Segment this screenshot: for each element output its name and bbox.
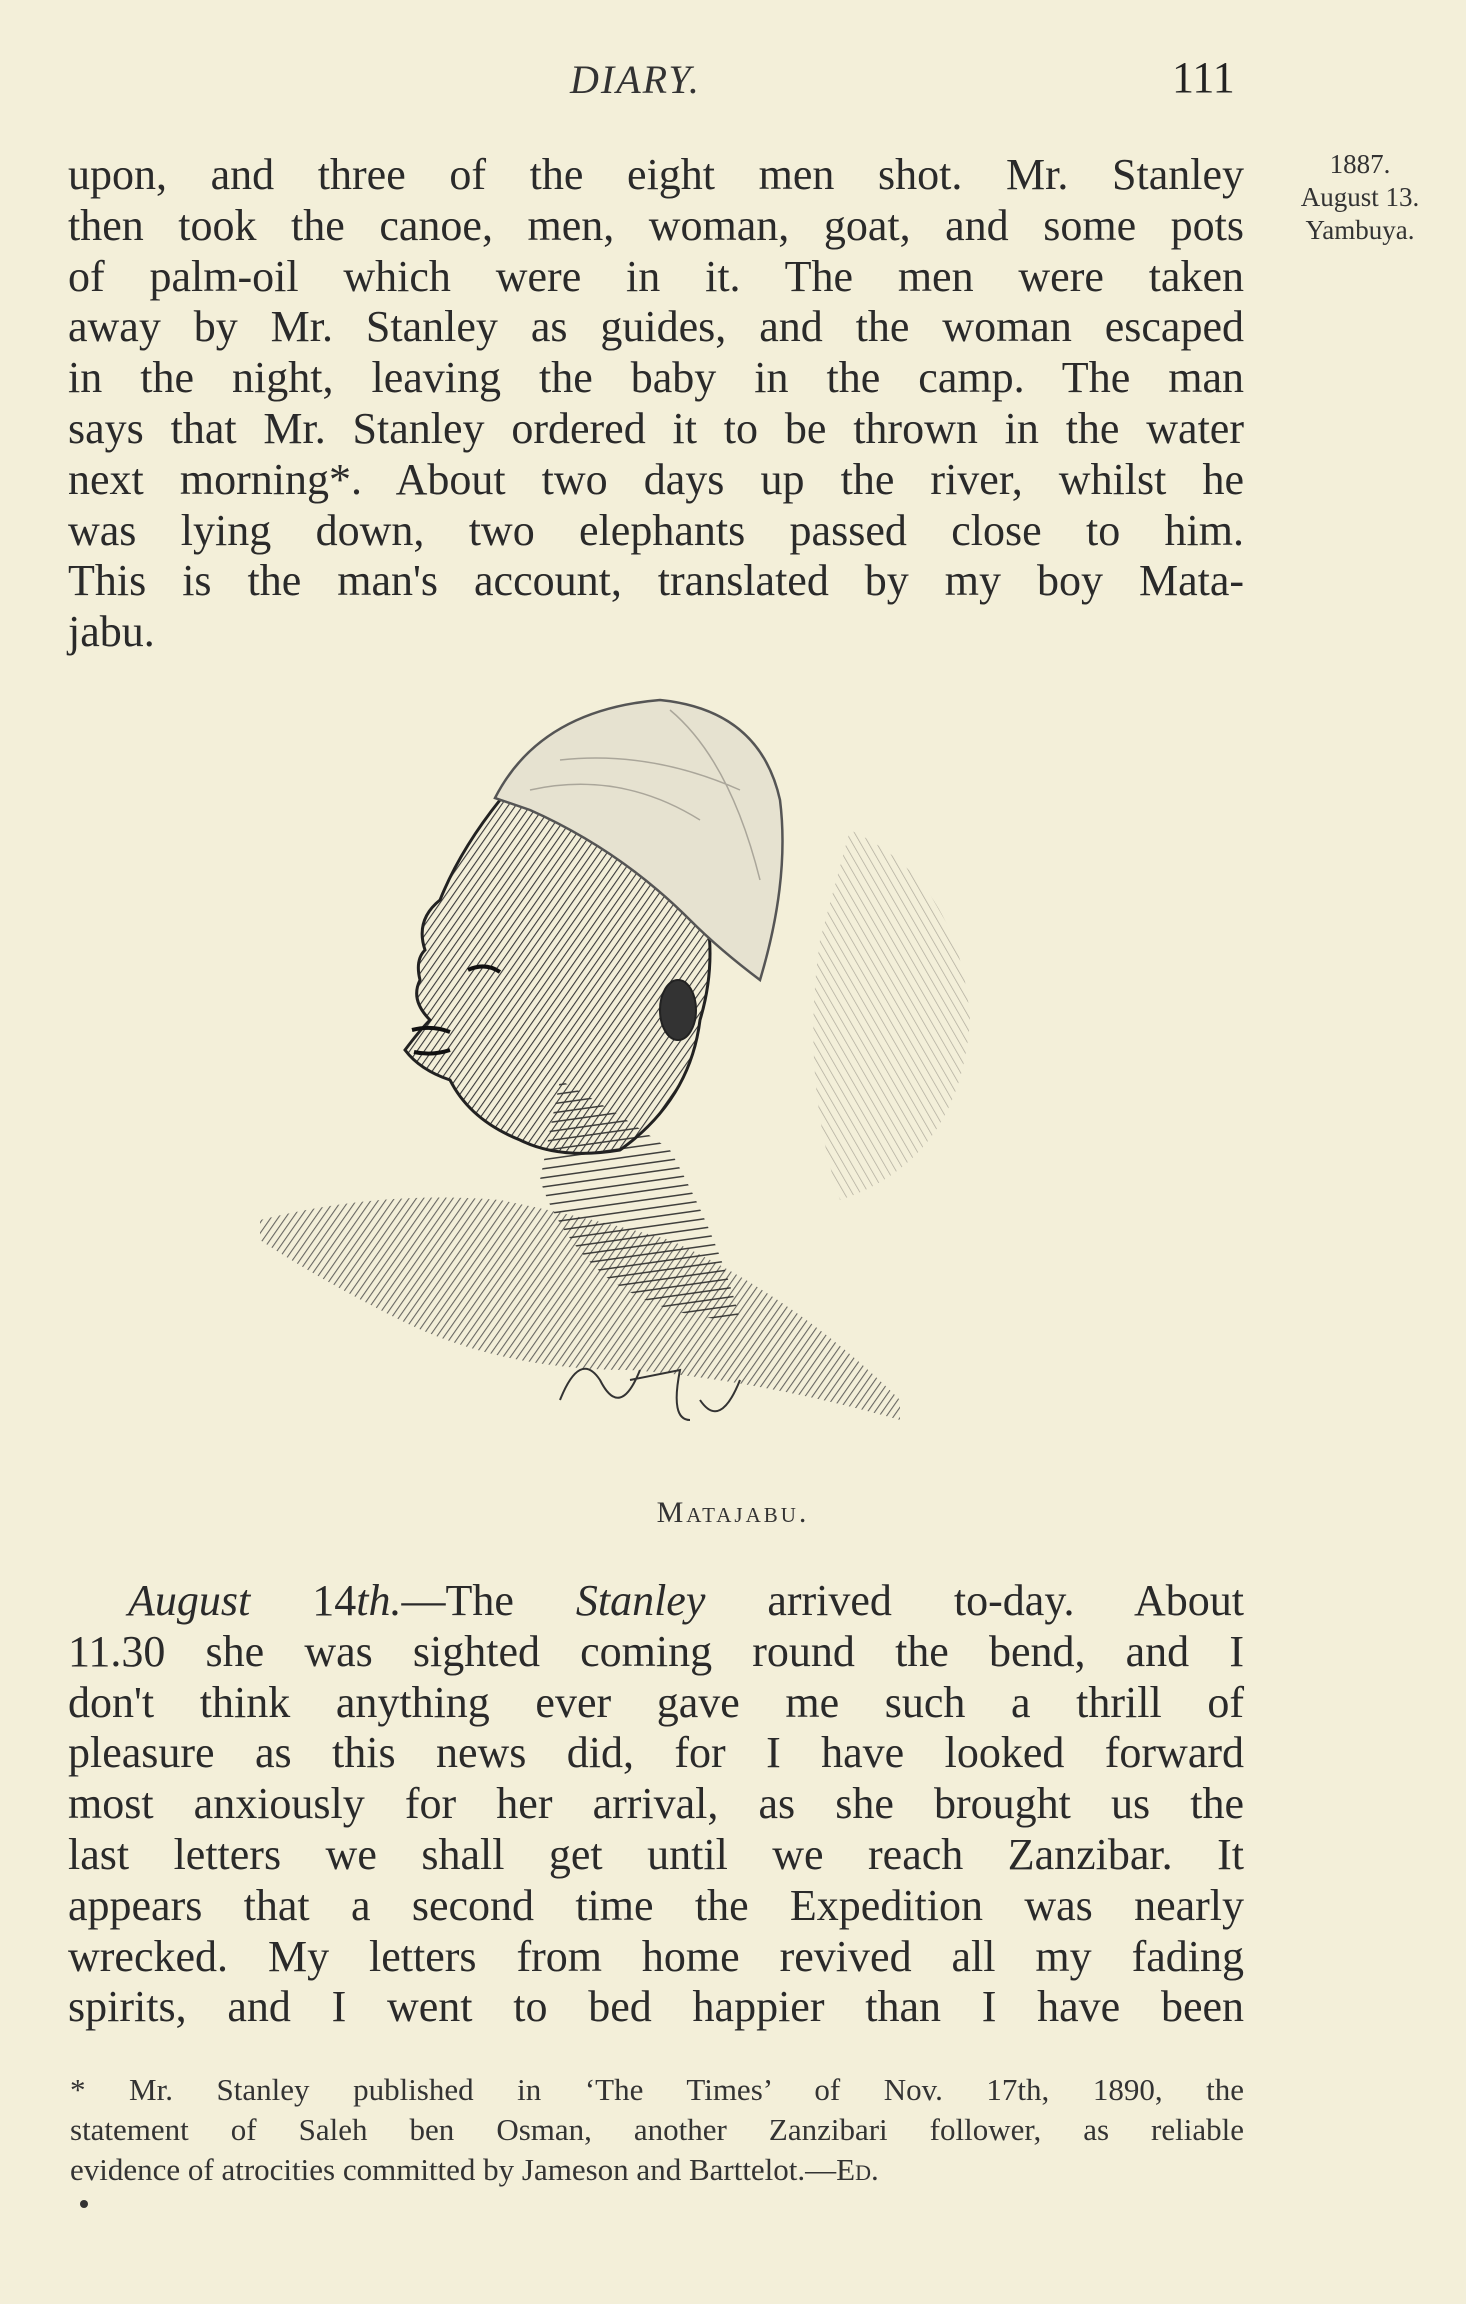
text-line: 11.30 she was sighted coming round the bend, and I	[68, 1626, 1244, 1676]
paragraph-1	[68, 150, 1244, 658]
text-line: then took the canoe, men, woman, goat, and some pots	[68, 200, 1244, 250]
text-line: jabu.	[68, 607, 155, 657]
text-line: was lying down, two elephants passed close to him.	[68, 505, 1244, 555]
text-line-first	[68, 1576, 1244, 1627]
text-line: spirits, and I went to bed happier than I have been	[68, 1982, 1244, 2032]
text-line: most anxiously for her arrival, as she brought us the	[68, 1779, 1244, 1829]
editor-mark: Ed.	[836, 2152, 879, 2187]
footnote-line-last	[70, 2150, 1244, 2190]
date-month: August	[128, 1576, 251, 1625]
text-line: This is the man's account, translated by my boy Mata-	[68, 556, 1244, 606]
footnote-line: evidence of atrocities committed by Jameson and Barttelot.—	[70, 2152, 837, 2187]
date-suffix: th.	[356, 1576, 402, 1625]
portrait-illustration	[200, 680, 1100, 1460]
footnote	[70, 2070, 1244, 2190]
running-head	[0, 53, 1466, 106]
date-day: 14	[312, 1576, 357, 1625]
margin-note-date: August 13.	[1300, 182, 1420, 212]
margin-note-year: 1887.	[1329, 149, 1391, 179]
text-line: says that Mr. Stanley ordered it to be thrown in the water	[68, 403, 1244, 453]
text-line: next morning*. About two days up the river, whilst he	[68, 454, 1244, 504]
paragraph-2	[68, 1576, 1244, 2033]
text-line: appears that a second time the Expedition was nearly	[68, 1880, 1244, 1930]
text-line: in the night, leaving the baby in the camp. The man	[68, 353, 1244, 403]
text-line: of palm-oil which were in it. The men were taken	[68, 251, 1244, 301]
margin-note-place: Yambuya.	[1305, 215, 1415, 245]
text-line: last letters we shall get until we reach Zanzibar. It	[68, 1829, 1244, 1879]
text-line: upon, and three of the eight men shot. Mr. Stanley	[68, 150, 1244, 199]
portrait-engraving	[200, 680, 1100, 1460]
dash-the: —The	[401, 1576, 514, 1625]
text-line: pleasure as this news did, for I have looked forward	[68, 1728, 1244, 1778]
footnote-line: * Mr. Stanley published in ‘The Times’ of Nov. 17th, 1890, the	[70, 2072, 1244, 2107]
text-line: away by Mr. Stanley as guides, and the woman escaped	[68, 302, 1244, 352]
page-mark-dot	[80, 2200, 88, 2208]
first-line-rest: arrived to-day. About	[767, 1576, 1245, 1625]
page-number: 111	[1172, 53, 1235, 102]
running-title: DIARY.	[570, 57, 701, 102]
margin-note	[1270, 148, 1450, 247]
illustration-caption: Matajabu.	[656, 1496, 810, 1529]
footnote-line: statement of Saleh ben Osman, another Zanzibari follower, as reliable	[70, 2112, 1244, 2147]
vessel-name: Stanley	[575, 1576, 706, 1625]
text-line: wrecked. My letters from home revived all my fading	[68, 1931, 1244, 1981]
text-line: don't think anything ever gave me such a thrill of	[68, 1677, 1244, 1727]
